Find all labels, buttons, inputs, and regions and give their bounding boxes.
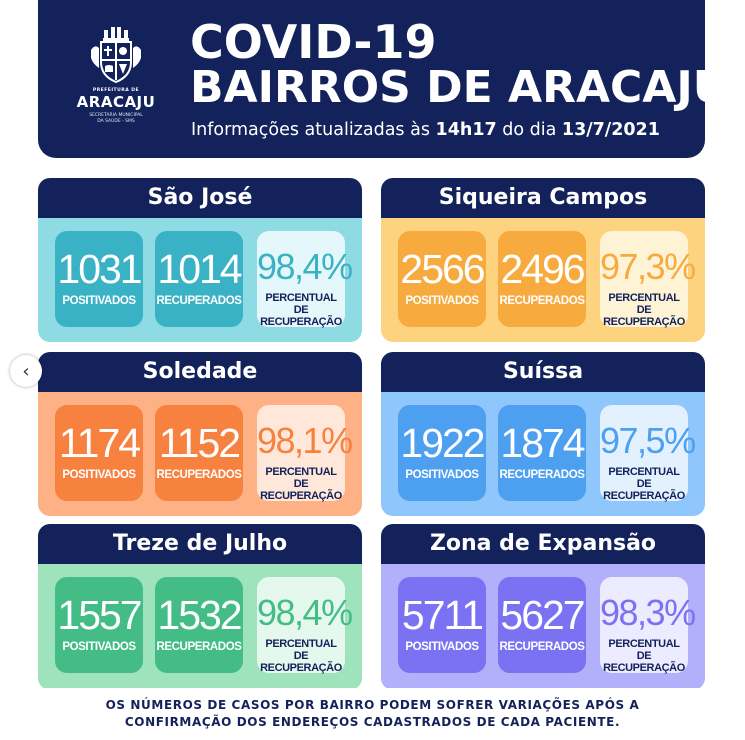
update-info <box>191 119 660 141</box>
percentual-box <box>600 405 695 502</box>
chevron-left-icon: ‹ <box>22 360 30 382</box>
logo-secretaria-line1: SECRETARIA MUNICIPAL <box>89 113 143 118</box>
positivados-label: POSITIVADOS <box>405 295 479 307</box>
prefeitura-logo <box>68 24 164 136</box>
recuperados-box <box>498 231 586 327</box>
percentual-box <box>600 577 695 674</box>
percentual-label-line1: PERCENTUAL DE <box>265 466 337 490</box>
card-body <box>38 392 362 516</box>
recuperados-box <box>498 577 586 673</box>
positivados-box <box>398 231 486 327</box>
recuperados-label: RECUPERADOS <box>156 469 242 481</box>
card-body <box>381 218 705 342</box>
percentual-box <box>257 405 352 502</box>
positivados-value: 1174 <box>58 420 140 466</box>
neighborhood-name: Siqueira Campos <box>381 178 705 218</box>
update-date: 13/7/2021 <box>561 120 660 140</box>
positivados-label: POSITIVADOS <box>62 641 136 653</box>
recuperados-value: 1874 <box>500 420 584 466</box>
card-body <box>381 392 705 516</box>
header-banner <box>38 0 729 158</box>
recuperados-value: 5627 <box>500 592 584 638</box>
recuperados-box <box>498 405 586 501</box>
update-mid: do dia <box>496 120 562 140</box>
recuperados-box <box>155 405 243 501</box>
positivados-label: POSITIVADOS <box>62 469 136 481</box>
percentual-label-line1: PERCENTUAL DE <box>608 292 680 316</box>
percentual-label-line1: PERCENTUAL DE <box>265 292 337 316</box>
percentual-label-line1: PERCENTUAL DE <box>608 466 680 490</box>
percentual-label <box>600 466 688 502</box>
coat-of-arms-icon <box>85 24 147 86</box>
percentual-label-line2: RECUPERAÇÃO <box>603 490 685 502</box>
footer-line-2: CONFIRMAÇÃO DOS ENDEREÇOS CADASTRADOS DE CADA PACIENTE. <box>124 715 621 729</box>
positivados-value: 5711 <box>401 592 483 638</box>
neighborhood-name: Soledade <box>38 352 362 392</box>
percentual-label-line2: RECUPERAÇÃO <box>603 662 685 674</box>
percentual-box <box>257 577 352 674</box>
recuperados-label: RECUPERADOS <box>499 295 585 307</box>
percentual-value: 97,3% <box>600 246 695 287</box>
recuperados-value: 1152 <box>158 420 240 466</box>
percentual-label-line2: RECUPERAÇÃO <box>603 316 685 328</box>
neighborhood-card <box>381 524 705 690</box>
recuperados-box <box>155 577 243 673</box>
card-body <box>381 564 705 688</box>
neighborhood-card <box>38 178 362 342</box>
neighborhood-card <box>381 178 705 342</box>
footer-note <box>0 697 745 731</box>
title-bairros: BAIRROS DE ARACAJU <box>190 62 729 113</box>
positivados-box <box>398 577 486 673</box>
positivados-label: POSITIVADOS <box>62 295 136 307</box>
neighborhood-card <box>38 524 362 690</box>
percentual-value: 98,3% <box>600 592 695 633</box>
positivados-value: 1922 <box>400 420 484 466</box>
previous-slide-button[interactable] <box>10 355 42 387</box>
percentual-label-line2: RECUPERAÇÃO <box>260 662 342 674</box>
percentual-label <box>257 638 345 674</box>
neighborhood-name: Zona de Expansão <box>381 524 705 564</box>
logo-prefeitura-text: PREFEITURA DE <box>92 88 140 93</box>
percentual-value: 98,1% <box>257 420 352 461</box>
update-prefix: Informações atualizadas às <box>191 120 436 140</box>
card-body <box>38 218 362 342</box>
logo-city-name: ARACAJU <box>76 93 156 111</box>
recuperados-label: RECUPERADOS <box>156 641 242 653</box>
percentual-value: 98,4% <box>257 246 352 287</box>
positivados-value: 2566 <box>400 246 484 292</box>
percentual-box <box>257 231 352 328</box>
percentual-label <box>257 466 345 502</box>
positivados-box <box>398 405 486 501</box>
recuperados-box <box>155 231 243 327</box>
percentual-value: 98,4% <box>257 592 352 633</box>
percentual-label-line2: RECUPERAÇÃO <box>260 316 342 328</box>
percentual-box <box>600 231 695 328</box>
footer-line-1: OS NÚMEROS DE CASOS POR BAIRRO PODEM SOFRER VARIAÇÕES APÓS A <box>105 698 640 712</box>
recuperados-label: RECUPERADOS <box>499 641 585 653</box>
percentual-label-line2: RECUPERAÇÃO <box>260 490 342 502</box>
neighborhood-name: Treze de Julho <box>38 524 362 564</box>
percentual-label-line1: PERCENTUAL DE <box>608 638 680 662</box>
neighborhood-name: São José <box>38 178 362 218</box>
recuperados-value: 1532 <box>157 592 241 638</box>
neighborhood-card <box>381 352 705 516</box>
neighborhood-card <box>38 352 362 516</box>
percentual-label-line1: PERCENTUAL DE <box>265 638 337 662</box>
recuperados-value: 2496 <box>500 246 584 292</box>
percentual-label <box>600 292 688 328</box>
update-time: 14h17 <box>435 120 497 140</box>
positivados-box <box>55 405 143 501</box>
recuperados-value: 1014 <box>157 246 241 292</box>
positivados-box <box>55 231 143 327</box>
positivados-label: POSITIVADOS <box>405 469 479 481</box>
title-covid: COVID-19 <box>190 15 437 69</box>
positivados-label: POSITIVADOS <box>405 641 479 653</box>
percentual-label <box>600 638 688 674</box>
positivados-value: 1031 <box>57 246 141 292</box>
neighborhood-name: Suíssa <box>381 352 705 392</box>
positivados-value: 1557 <box>57 592 141 638</box>
card-body <box>38 564 362 688</box>
recuperados-label: RECUPERADOS <box>499 469 585 481</box>
logo-secretaria-line2: DA SAÚDE - SMS <box>97 118 135 124</box>
percentual-value: 97,5% <box>600 420 695 461</box>
positivados-box <box>55 577 143 673</box>
percentual-label <box>257 292 345 328</box>
recuperados-label: RECUPERADOS <box>156 295 242 307</box>
